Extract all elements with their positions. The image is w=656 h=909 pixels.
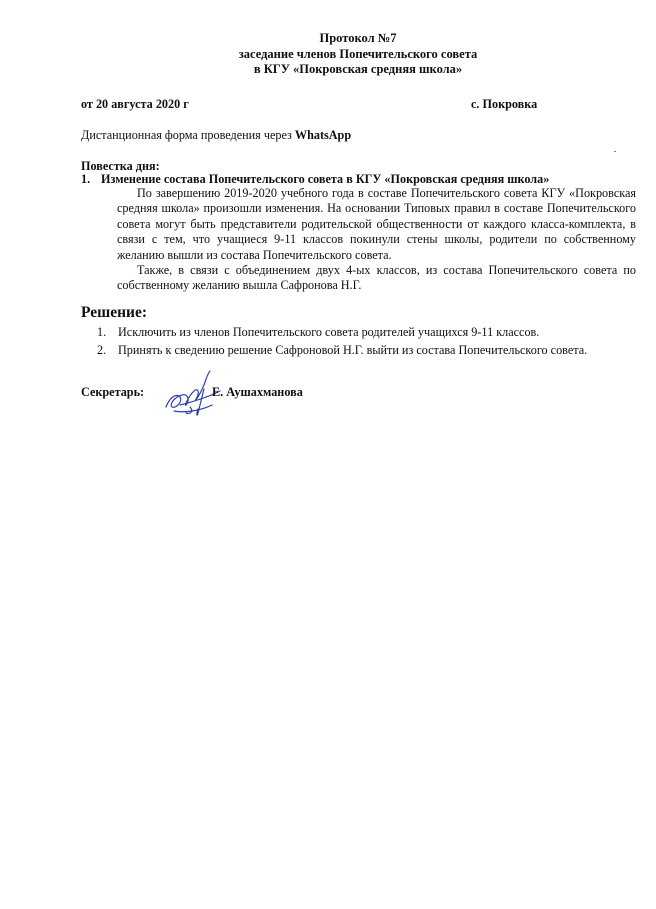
- decision-item: [97, 341, 587, 359]
- meeting-date: от 20 августа 2020 г: [81, 97, 189, 111]
- secretary-name: Е. Аушахманова: [212, 385, 303, 399]
- agenda-item-body: [117, 186, 636, 294]
- meeting-format: [81, 128, 351, 143]
- decision-item: [97, 323, 587, 341]
- agenda-title: Повестка дня:: [81, 159, 160, 173]
- decision-title: Решение:: [81, 304, 148, 321]
- decision-list: [97, 323, 587, 359]
- decision-item-number: 2.: [97, 343, 107, 357]
- decision-item-text: Исключить из членов Попечительского совета родителей учащихся 9-11 классов.: [118, 325, 540, 339]
- meeting-format-app: WhatsApp: [294, 128, 352, 142]
- agenda-item-number: 1.: [81, 172, 91, 186]
- meeting-subtitle: заседание членов Попечительского совета: [238, 46, 478, 61]
- meeting-place: с. Покровка: [471, 97, 538, 111]
- agenda-paragraph: По завершению 2019-2020 учебного года в составе Попечительского совета КГУ «Покровская средняя школа» произошли изменения. На основании Типовых правил в составе Попечительского совета могут быть представители родительской общественности от каждого класса-комплекта, в связи с тем, что учащиеся 9-11 классов покинули стены школы, родители по собственному желанию вышли из состава Попечительского совета.: [117, 186, 636, 262]
- organization-name: в КГУ «Покровская средняя школа»: [253, 62, 463, 76]
- agenda-item: [81, 172, 549, 187]
- decision-item-number: 1.: [97, 325, 107, 339]
- agenda-paragraph: Также, в связи с объединением двух 4-ых классов, из состава Попечительского совета по собственному желанию вышла Сафронова Н.Г.: [117, 263, 636, 293]
- secretary-label: Секретарь:: [81, 385, 145, 399]
- agenda-item-title: Изменение состава Попечительского совета в КГУ «Покровская средняя школа»: [101, 172, 550, 186]
- protocol-number: Протокол №7: [319, 31, 397, 45]
- scan-speck: [614, 151, 616, 152]
- document-header: [0, 31, 656, 78]
- meeting-format-prefix: Дистанционная форма проведения через: [81, 128, 295, 142]
- decision-item-text: Принять к сведению решение Сафроновой Н.Г. выйти из состава Попечительского совета.: [118, 343, 588, 357]
